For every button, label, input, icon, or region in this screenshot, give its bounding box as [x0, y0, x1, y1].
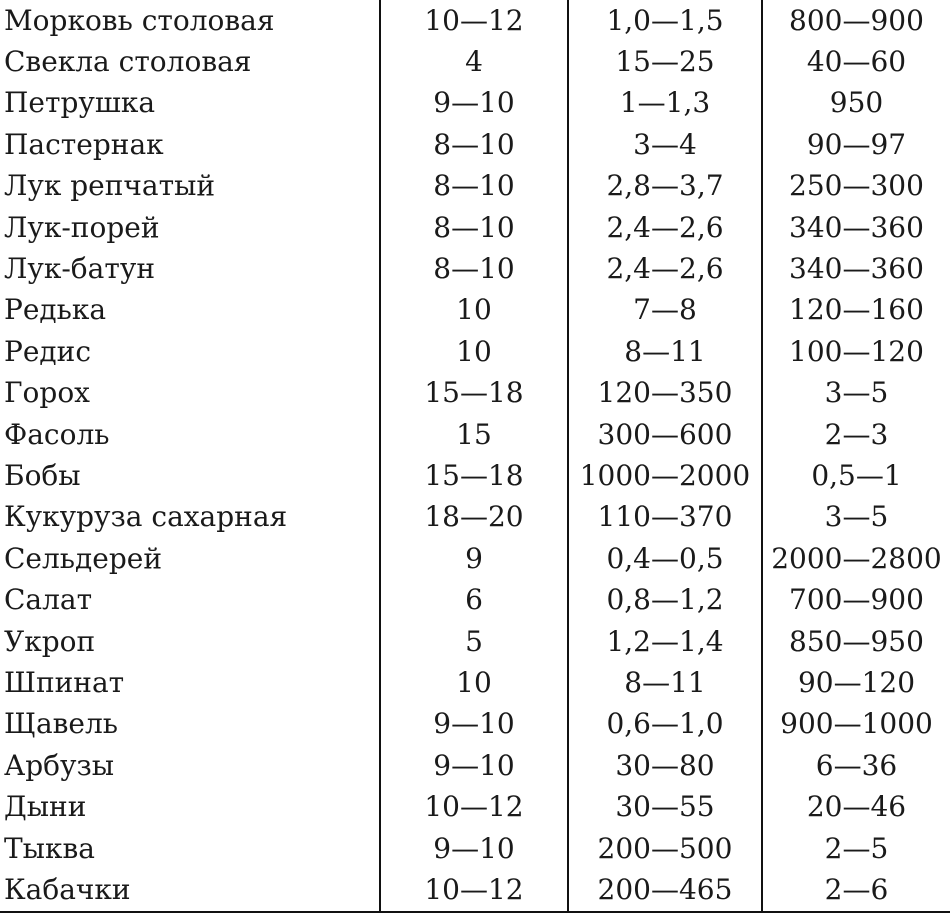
- table-row: [0, 662, 950, 703]
- value-cell-3: 2—6: [762, 869, 950, 911]
- crop-name-cell: Морковь столовая: [0, 0, 380, 41]
- value-cell-1: 9—10: [380, 704, 568, 745]
- crop-name-cell: Кабачки: [0, 869, 380, 911]
- value-cell-1: 10: [380, 331, 568, 372]
- table-row: [0, 538, 950, 579]
- table-row: [0, 166, 950, 207]
- value-cell-2: 30—80: [568, 745, 762, 786]
- table-row: [0, 83, 950, 124]
- value-cell-2: 2,4—2,6: [568, 207, 762, 248]
- table-row: [0, 124, 950, 165]
- crop-name-cell: Пастернак: [0, 124, 380, 165]
- value-cell-3: 20—46: [762, 786, 950, 827]
- table-row: [0, 497, 950, 538]
- table-row: [0, 621, 950, 662]
- crop-name-cell: Кукуруза сахарная: [0, 497, 380, 538]
- crop-name-cell: Тыква: [0, 828, 380, 869]
- value-cell-2: 3—4: [568, 124, 762, 165]
- value-cell-1: 15—18: [380, 373, 568, 414]
- value-cell-3: 700—900: [762, 579, 950, 620]
- value-cell-2: 15—25: [568, 41, 762, 82]
- value-cell-2: 1000—2000: [568, 455, 762, 496]
- crop-name-cell: Лук репчатый: [0, 166, 380, 207]
- value-cell-3: 120—160: [762, 290, 950, 331]
- value-cell-1: 10—12: [380, 0, 568, 41]
- value-cell-3: 2000—2800: [762, 538, 950, 579]
- value-cell-3: 340—360: [762, 207, 950, 248]
- value-cell-3: 3—5: [762, 373, 950, 414]
- value-cell-3: 3—5: [762, 497, 950, 538]
- crop-name-cell: Лук-батун: [0, 248, 380, 289]
- value-cell-2: 8—11: [568, 662, 762, 703]
- value-cell-1: 15: [380, 414, 568, 455]
- value-cell-3: 950: [762, 83, 950, 124]
- value-cell-2: 7—8: [568, 290, 762, 331]
- value-cell-2: 30—55: [568, 786, 762, 827]
- table-row: [0, 869, 950, 911]
- value-cell-3: 900—1000: [762, 704, 950, 745]
- value-cell-3: 2—5: [762, 828, 950, 869]
- table-row: [0, 0, 950, 41]
- crop-name-cell: Арбузы: [0, 745, 380, 786]
- table-row: [0, 704, 950, 745]
- value-cell-3: 250—300: [762, 166, 950, 207]
- value-cell-3: 850—950: [762, 621, 950, 662]
- value-cell-1: 10: [380, 662, 568, 703]
- value-cell-1: 9—10: [380, 83, 568, 124]
- value-cell-2: 0,4—0,5: [568, 538, 762, 579]
- crop-name-cell: Салат: [0, 579, 380, 620]
- table-row: [0, 828, 950, 869]
- crop-name-cell: Горох: [0, 373, 380, 414]
- value-cell-1: 18—20: [380, 497, 568, 538]
- crop-name-cell: Петрушка: [0, 83, 380, 124]
- crop-name-cell: Шпинат: [0, 662, 380, 703]
- value-cell-3: 40—60: [762, 41, 950, 82]
- table-row: [0, 414, 950, 455]
- crop-name-cell: Редис: [0, 331, 380, 372]
- value-cell-1: 8—10: [380, 248, 568, 289]
- value-cell-1: 9—10: [380, 745, 568, 786]
- value-cell-3: 90—97: [762, 124, 950, 165]
- crop-name-cell: Бобы: [0, 455, 380, 496]
- value-cell-1: 8—10: [380, 124, 568, 165]
- crop-name-cell: Щавель: [0, 704, 380, 745]
- crop-name-cell: Редька: [0, 290, 380, 331]
- value-cell-1: 5: [380, 621, 568, 662]
- table-row: [0, 786, 950, 827]
- value-cell-1: 8—10: [380, 207, 568, 248]
- table-row: [0, 579, 950, 620]
- value-cell-2: 1,2—1,4: [568, 621, 762, 662]
- value-cell-3: 2—3: [762, 414, 950, 455]
- value-cell-2: 110—370: [568, 497, 762, 538]
- crop-name-cell: Сельдерей: [0, 538, 380, 579]
- value-cell-3: 800—900: [762, 0, 950, 41]
- crop-name-cell: Фасоль: [0, 414, 380, 455]
- value-cell-2: 300—600: [568, 414, 762, 455]
- value-cell-1: 15—18: [380, 455, 568, 496]
- value-cell-1: 9: [380, 538, 568, 579]
- value-cell-1: 4: [380, 41, 568, 82]
- crop-name-cell: Лук-порей: [0, 207, 380, 248]
- value-cell-3: 6—36: [762, 745, 950, 786]
- value-cell-1: 6: [380, 579, 568, 620]
- table-row: [0, 207, 950, 248]
- value-cell-2: 200—500: [568, 828, 762, 869]
- table-row: [0, 331, 950, 372]
- value-cell-3: 0,5—1: [762, 455, 950, 496]
- value-cell-3: 340—360: [762, 248, 950, 289]
- value-cell-2: 1,0—1,5: [568, 0, 762, 41]
- value-cell-2: 2,8—3,7: [568, 166, 762, 207]
- value-cell-1: 10: [380, 290, 568, 331]
- value-cell-1: 10—12: [380, 869, 568, 911]
- value-cell-2: 0,6—1,0: [568, 704, 762, 745]
- table-row: [0, 745, 950, 786]
- crop-name-cell: Укроп: [0, 621, 380, 662]
- crop-name-cell: Свекла столовая: [0, 41, 380, 82]
- value-cell-3: 90—120: [762, 662, 950, 703]
- table-row: [0, 41, 950, 82]
- value-cell-2: 2,4—2,6: [568, 248, 762, 289]
- value-cell-2: 200—465: [568, 869, 762, 911]
- value-cell-2: 1—1,3: [568, 83, 762, 124]
- crop-name-cell: Дыни: [0, 786, 380, 827]
- value-cell-1: 9—10: [380, 828, 568, 869]
- table-row: [0, 455, 950, 496]
- table-row: [0, 373, 950, 414]
- value-cell-1: 8—10: [380, 166, 568, 207]
- value-cell-2: 120—350: [568, 373, 762, 414]
- value-cell-1: 10—12: [380, 786, 568, 827]
- table-row: [0, 290, 950, 331]
- value-cell-3: 100—120: [762, 331, 950, 372]
- value-cell-2: 8—11: [568, 331, 762, 372]
- table-row: [0, 248, 950, 289]
- value-cell-2: 0,8—1,2: [568, 579, 762, 620]
